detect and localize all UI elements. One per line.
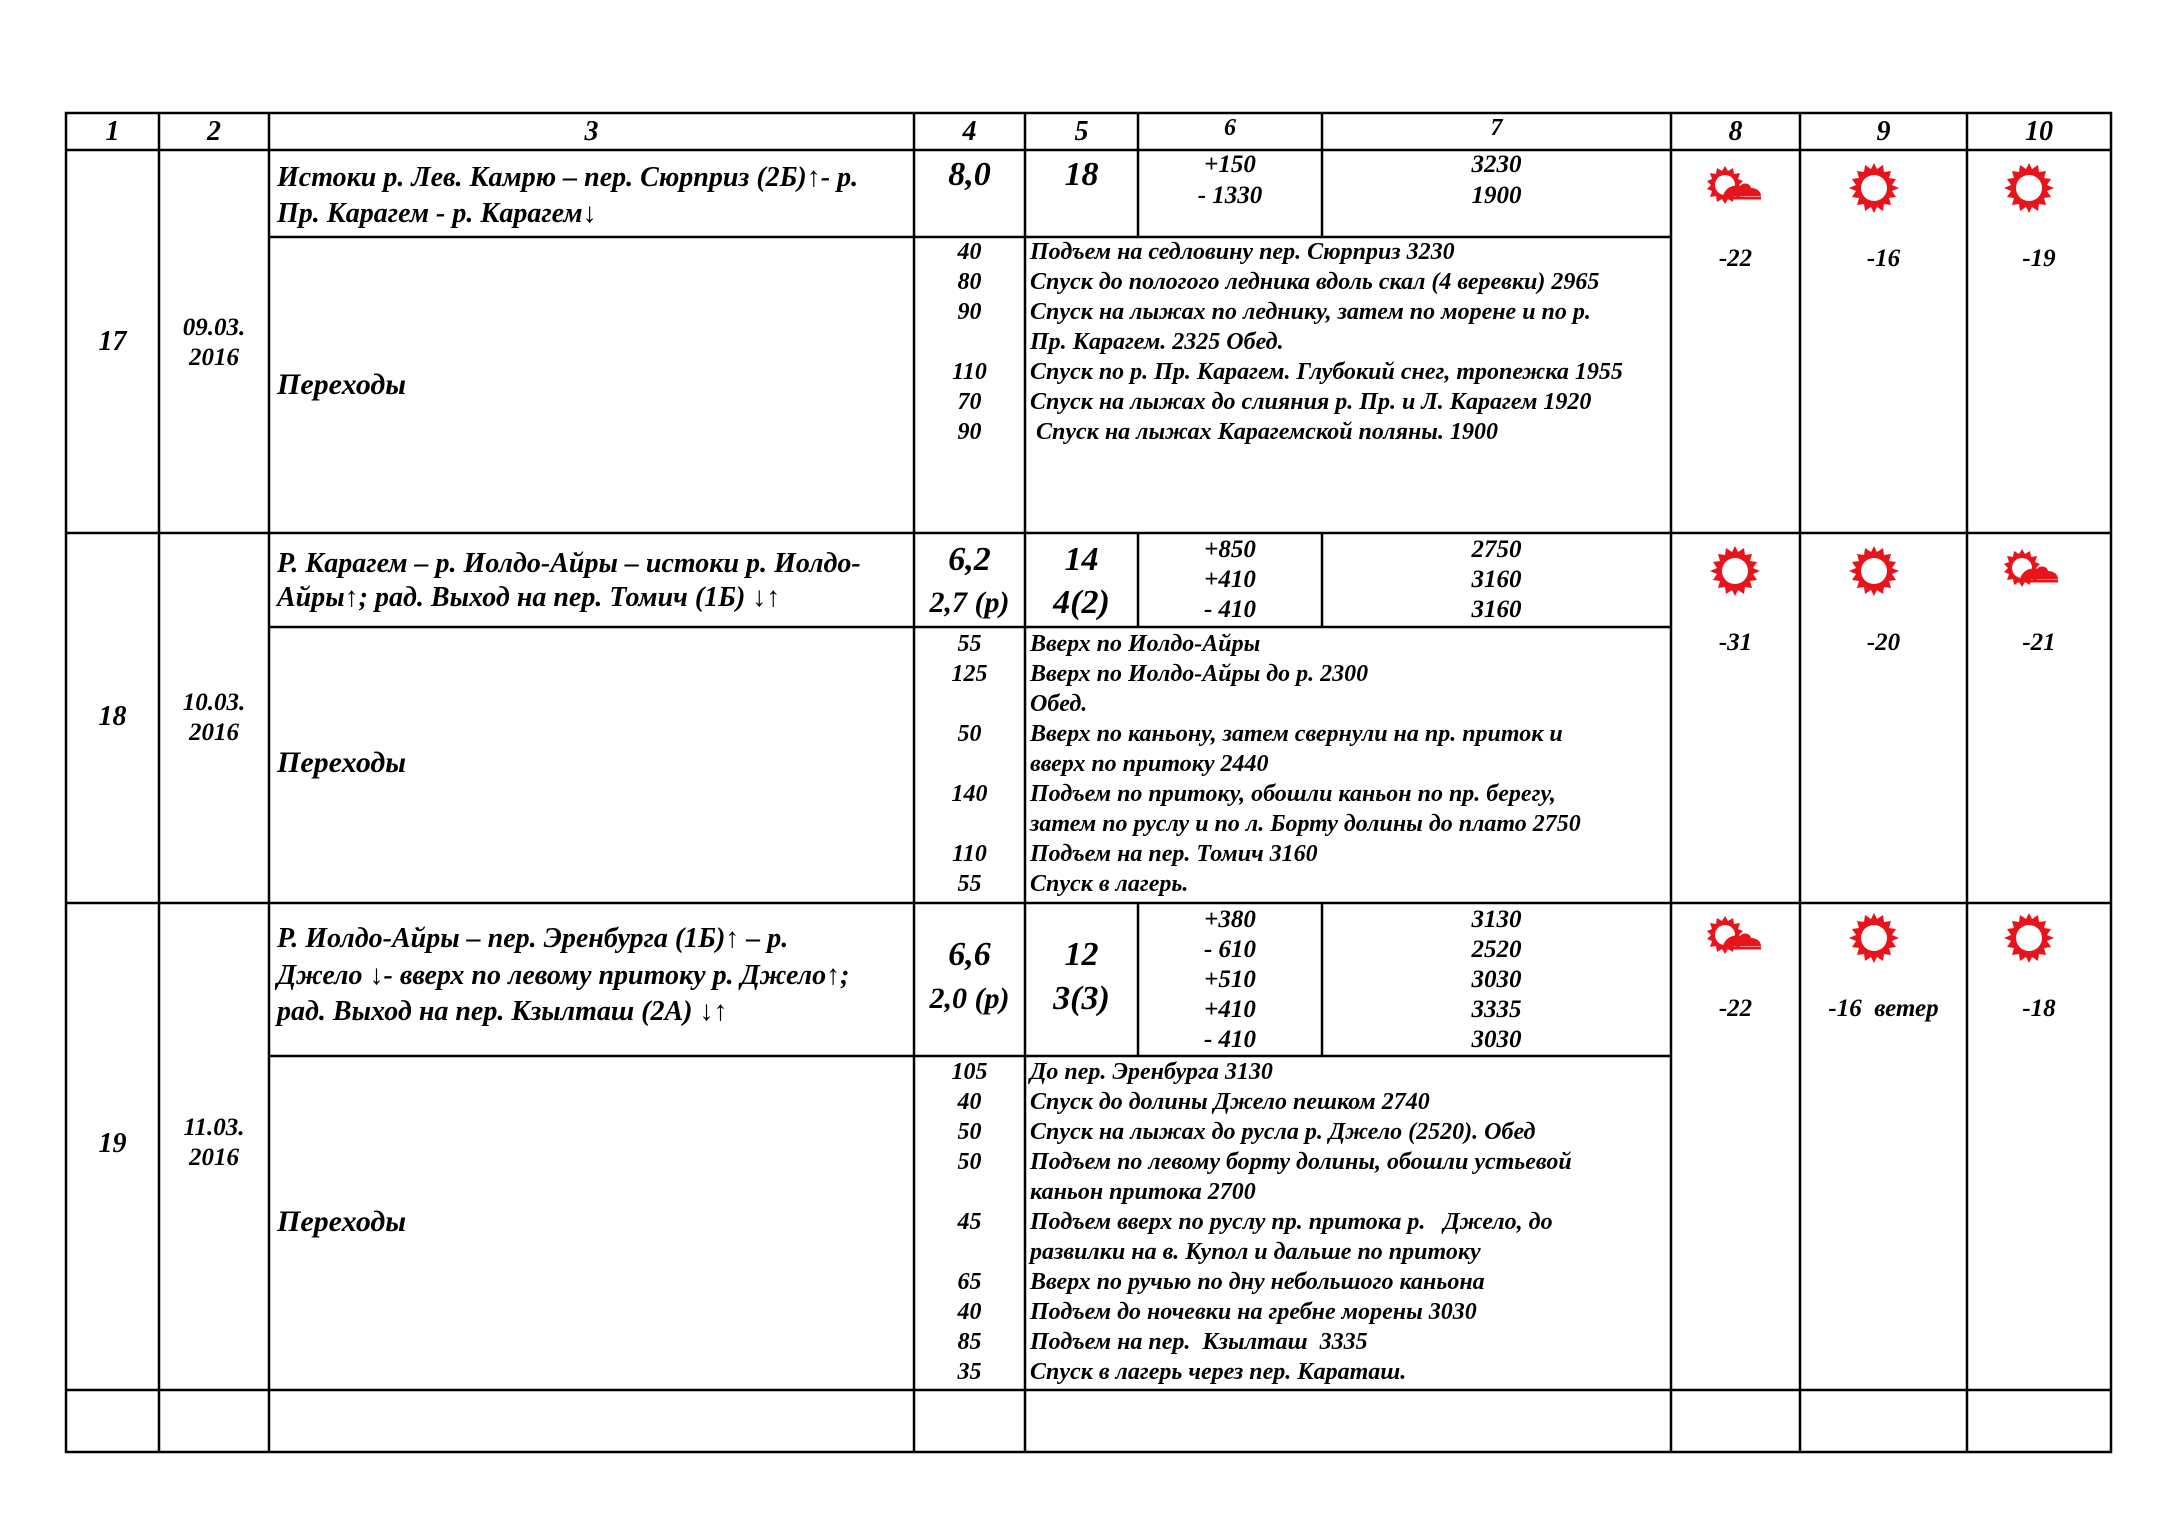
- leg-description: Спуск в лагерь.: [1030, 871, 1189, 897]
- temperature: -22: [1718, 995, 1753, 1022]
- hours-value: 4(2): [1053, 584, 1110, 621]
- leg-minutes: 110: [952, 359, 987, 385]
- leg-description: Вверх по каньону, затем свернули на пр. приток и: [1030, 721, 1563, 747]
- hours-value: 18: [1064, 156, 1099, 193]
- leg-description: Подъем на пер. Томич 3160: [1030, 841, 1318, 867]
- altitude-value: 3230: [1471, 151, 1522, 178]
- route-text: Р. Иолдо-Айры – пер. Эренбурга (1Б)↑ – р.: [277, 923, 789, 954]
- section-label: Переходы: [277, 746, 407, 779]
- elevation-change: - 410: [1203, 1026, 1257, 1053]
- altitude-value: 3335: [1471, 996, 1522, 1023]
- leg-description: каньон притока 2700: [1030, 1179, 1256, 1205]
- hours-value: 3(3): [1053, 980, 1110, 1017]
- day-number: 17: [98, 326, 127, 357]
- header-col-5: 5: [1074, 116, 1089, 147]
- leg-minutes: 40: [957, 1299, 982, 1325]
- leg-description: Спуск по р. Пр. Карагем. Глубокий снег, тропежка 1955: [1030, 359, 1623, 385]
- route-text: Джело ↓- вверх по левому притоку р. Джело↑;: [277, 960, 850, 991]
- header-col-9: 9: [1876, 116, 1891, 147]
- leg-description: вверх по притоку 2440: [1030, 751, 1269, 777]
- elevation-change: - 1330: [1197, 182, 1263, 209]
- altitude-value: 3030: [1471, 966, 1522, 993]
- day-date: 09.03.: [182, 314, 246, 341]
- header-col-1: 1: [105, 116, 120, 147]
- day-number: 19: [98, 1128, 127, 1159]
- leg-minutes: 50: [957, 1119, 982, 1145]
- leg-minutes: 50: [957, 721, 982, 747]
- leg-minutes: 40: [957, 239, 982, 265]
- leg-minutes: 105: [951, 1059, 988, 1085]
- leg-description: Спуск до пологого ледника вдоль скал (4 веревки) 2965: [1030, 269, 1600, 295]
- sun-cloud-icon: [2000, 545, 2060, 597]
- temperature: -16: [1866, 245, 1901, 272]
- leg-description: Подъем вверх по руслу пр. притока р. Джело, до: [1030, 1209, 1553, 1235]
- leg-minutes: 125: [951, 661, 988, 687]
- header-col-7: 7: [1490, 115, 1503, 141]
- day-date-year: 2016: [189, 719, 239, 746]
- distance-value: 8,0: [948, 156, 991, 193]
- altitude-value: 3030: [1471, 1026, 1522, 1053]
- sun-icon: [2003, 912, 2055, 964]
- section-label: Переходы: [277, 1205, 407, 1238]
- leg-description: Спуск на лыжах по леднику, затем по морене и по р.: [1030, 299, 1591, 325]
- leg-minutes: 90: [957, 299, 982, 325]
- route-text: рад. Выход на пер. Кзылташ (2А) ↓↑: [277, 996, 728, 1027]
- leg-description: Вверх по ручью по дну небольшого каньона: [1030, 1269, 1485, 1295]
- leg-description: Спуск на лыжах до русла р. Джело (2520). Обед: [1030, 1119, 1536, 1145]
- leg-minutes: 45: [957, 1209, 982, 1235]
- leg-description: Пр. Карагем. 2325 Обед.: [1030, 329, 1284, 355]
- sun-cloud-icon: [1703, 912, 1763, 964]
- altitude-value: 2520: [1471, 936, 1522, 963]
- leg-minutes: 70: [957, 389, 982, 415]
- sun-icon: [1848, 162, 1900, 214]
- leg-description: Спуск на лыжах до слияния р. Пр. и Л. Карагем 1920: [1030, 389, 1592, 415]
- altitude-value: 1900: [1471, 182, 1522, 209]
- leg-minutes: 50: [957, 1149, 982, 1175]
- leg-minutes: 55: [957, 631, 982, 657]
- day-date: 11.03.: [183, 1114, 245, 1141]
- leg-minutes: 55: [957, 871, 982, 897]
- day-date-year: 2016: [189, 344, 239, 371]
- sun-icon: [1848, 912, 1900, 964]
- sun-cloud-icon: [1703, 162, 1763, 214]
- elevation-change: +410: [1204, 566, 1256, 593]
- temperature: -22: [1718, 245, 1753, 272]
- header-col-6: 6: [1224, 115, 1236, 141]
- day-number: 18: [98, 701, 127, 732]
- distance-value: 6,6: [948, 936, 991, 973]
- sun-icon: [1848, 545, 1900, 597]
- leg-description: До пер. Эренбурга 3130: [1030, 1059, 1273, 1085]
- temperature: -18: [2022, 995, 2056, 1022]
- elevation-change: +850: [1204, 536, 1256, 563]
- elevation-change: - 410: [1203, 596, 1257, 623]
- leg-minutes: 65: [957, 1269, 982, 1295]
- leg-description: Вверх по Иолдо-Айры до р. 2300: [1030, 661, 1369, 687]
- leg-minutes: 40: [957, 1089, 982, 1115]
- leg-description: развилки на в. Купол и дальше по притоку: [1030, 1239, 1481, 1265]
- route-text: Р. Карагем – р. Иолдо-Айры – истоки р. Иолдо-: [277, 548, 861, 579]
- distance-value: 6,2: [948, 541, 991, 578]
- route-text: Истоки р. Лев. Камрю – пер. Сюрприз (2Б)↑- р.: [277, 162, 859, 193]
- leg-minutes: 110: [952, 841, 987, 867]
- route-text: Пр. Карагем - р. Карагем↓: [277, 198, 597, 229]
- route-text: Айры↑; рад. Выход на пер. Томич (1Б) ↓↑: [277, 582, 781, 613]
- leg-description: Подъем по притоку, обошли каньон по пр. берегу,: [1030, 781, 1556, 807]
- elevation-change: +150: [1204, 151, 1256, 178]
- hours-value: 14: [1064, 541, 1099, 578]
- header-col-2: 2: [207, 116, 221, 147]
- leg-description: Вверх по Иолдо-Айры: [1030, 631, 1261, 657]
- header-col-3: 3: [584, 116, 599, 147]
- temperature: -31: [1718, 629, 1753, 656]
- temperature: -16 ветер: [1828, 995, 1939, 1022]
- elevation-change: - 610: [1203, 936, 1257, 963]
- leg-minutes: 35: [957, 1359, 982, 1385]
- header-col-4: 4: [962, 116, 977, 147]
- leg-minutes: 140: [951, 781, 988, 807]
- altitude-value: 3130: [1471, 906, 1522, 933]
- sun-icon: [2003, 162, 2055, 214]
- day-date: 10.03.: [182, 689, 246, 716]
- distance-value: 2,7 (р): [929, 586, 1010, 619]
- leg-description: Подъем на пер. Кзылташ 3335: [1030, 1329, 1368, 1355]
- leg-minutes: 80: [957, 269, 982, 295]
- temperature: -20: [1866, 629, 1901, 656]
- hours-value: 12: [1064, 936, 1099, 973]
- leg-minutes: 85: [957, 1329, 982, 1355]
- leg-description: Спуск на лыжах Карагемской поляны. 1900: [1030, 419, 1498, 445]
- sun-icon: [1709, 545, 1761, 597]
- elevation-change: +380: [1204, 906, 1256, 933]
- leg-description: Подъем на седловину пер. Сюрприз 3230: [1030, 239, 1455, 265]
- elevation-change: +510: [1204, 966, 1256, 993]
- altitude-value: 3160: [1471, 596, 1522, 623]
- header-col-10: 10: [2025, 116, 2053, 147]
- altitude-value: 2750: [1471, 536, 1522, 563]
- leg-description: Спуск в лагерь через пер. Караташ.: [1030, 1359, 1407, 1385]
- leg-description: Подъем до ночевки на гребне морены 3030: [1030, 1299, 1477, 1325]
- leg-description: Подъем по левому борту долины, обошли устьевой: [1030, 1149, 1572, 1175]
- leg-description: Обед.: [1030, 691, 1088, 717]
- temperature: -21: [2022, 629, 2056, 656]
- section-label: Переходы: [277, 368, 407, 401]
- altitude-value: 3160: [1471, 566, 1522, 593]
- leg-description: затем по руслу и по л. Борту долины до плато 2750: [1030, 811, 1581, 837]
- header-col-8: 8: [1728, 116, 1743, 147]
- elevation-change: +410: [1204, 996, 1256, 1023]
- leg-description: Спуск до долины Джело пешком 2740: [1030, 1089, 1430, 1115]
- day-date-year: 2016: [189, 1144, 239, 1171]
- leg-minutes: 90: [957, 419, 982, 445]
- distance-value: 2,0 (р): [929, 982, 1010, 1015]
- temperature: -19: [2022, 245, 2056, 272]
